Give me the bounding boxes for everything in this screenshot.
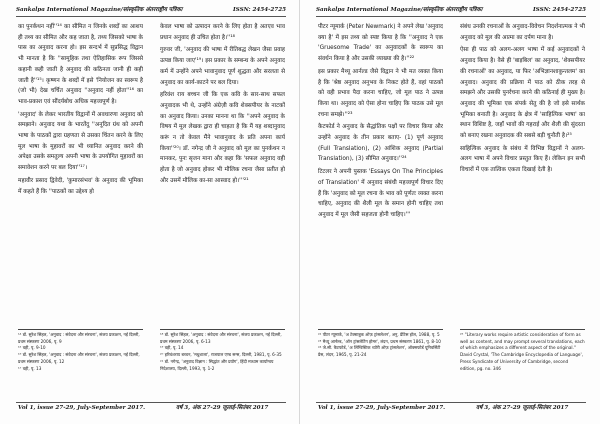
journal-title: Sankalpa International Magazine/सांस्कृतिक अंतरराष्ट्रीय पत्रिका [316,7,483,13]
footer-volume-en: Vol 1, issue 27-29, July-September 2017. [18,405,146,411]
page-footer [16,402,286,415]
text-column-2 [160,22,285,322]
paragraph: इस प्रकार मैथ्यू आर्नल्ड जैसे विद्वान ने भी मत व्यक्त किया है कि 'श्रेष्ठ अनुवाद अनुभव के निकट होते हैं, वहां पाठकों को वही प्रभाव पैदा करना चाहिए, जो मूल पाठ ने उत्पन्न किया था। अनुवाद को ऐसा होना चाहिए कि पाठक उसे मूल रचना समझे।''²³ [318,68,443,118]
footnote: ²⁴ जे.सी. कैटफोर्ड, 'अ लिंग्विस्टिक थ्योरी ऑफ़ ट्रांसलेशन', ऑक्सफोर्ड यूनिवर्सिटी प्रेस, लंदन, 1965, पृ. 21-24 [318,345,441,358]
paragraph: कैटफोर्ड ने अनुवाद के सैद्धांतिक पक्षों पर विचार किया और उन्होंने अनुवाद के तीन प्रकार बताए- (1) पूर्ण अनुवाद (Full Translation), (2) आंशिक अनुवाद (Partial Translation), (3) सीमित अनुवाद।''²⁴ [318,124,443,163]
footnotes-column-1 [18,329,143,398]
footnote: ²² पीटर न्यूमार्क, 'अ टेक्स्टबुक ऑफ़ ट्रांसलेशन', अनु. प्रेंटिस हॉल, 1988, पृ. 5 [318,332,440,337]
paragraph: केवल भाषा को उत्पादन करने के लिए होता है अतएव भाव प्रधान अनुवाद ही उचित होता है।''¹⁸ [160,24,285,41]
footnote: ²⁵ "Literary works require artistic consideration of form as well as content, and may prompt several translations, each of which emphasizes a different aspect of the original." David Crystal, 'The Cambridge Encyclopedia of Language', Press Syndicate of University of Cambridge, second edition, pg. no. 346 [460,332,585,371]
footnote: ²¹ डॉ. नगेन्द्र, 'अनुवाद विज्ञान : सिद्धांत और प्रयोग', हिंदी माध्यम कार्यान्वय निदेशालय, दिल्ली, 1993, पृ. 1-2 [160,358,274,371]
footnotes-column-2 [160,329,285,398]
page-footer [316,402,586,415]
paragraph: संबंध उनकी रचनाओं के अनुवाद-विवेचन निदर्शनात्मक ने भी अनुवाद को मूल की आत्मा का दर्पण माना है। [460,24,585,41]
footnote: ¹⁷ वही, पृ. 13 [18,365,42,371]
footnote: ¹⁹ वही, पृ. 14 [160,345,184,351]
issn-label: ISSN: 2454-2725 [233,7,286,13]
paragraph: टिटलर ने अपनी पुस्तक 'Essays On The Principles of Translation' में अनुवाद संबंधी महत्त्वपूर्ण विचार दिए हैं कि 'अनुवाद को मूल रचना के भाव को पूर्णतः व्यक्त करना चाहिए, अनुवाद की शैली मूल के समान होनी चाहिए तथा अनुवाद में मूल जैसी सहजता होनी चाहिए।''' [318,169,443,218]
footnote: ¹⁴ डॉ. सुरेश सिंहल, 'अनुवाद : संवेदना और संरचना', संजय प्रकाशन, नई दिल्ली, प्रथम संस्करण 2006, पृ. 9 [18,332,140,344]
footnote: ²³ मैथ्यू आर्नल्ड, 'ऑन ट्रांसलेटिंग होमर', लंदन, प्रथम संस्करण 1861, पृ. 8-10 [318,338,441,344]
footnotes-column-1 [318,329,443,398]
footnote: ²⁰ हरिवंशराय बच्चन, 'मधुशाला', राजपाल एण्ड सन्स, दिल्ली, 1981, पृ. 6-35 [160,352,282,358]
text-column-1 [18,22,143,322]
journal-title: Sankalpa International Magazine/सांस्कृतिक अंतरराष्ट्रीय पत्रिका [16,7,183,13]
footer-volume-hi: वर्ष 3, अंक 27-29 जुलाई-सितंबर 2017 [476,405,569,411]
footnote: ¹⁶ डॉ. सुरेश सिंहल, 'अनुवाद : संवेदना और संरचना', संजय प्रकाशन, नई दिल्ली, प्रथम संस्करण 2006, पृ. 12 [18,352,140,364]
page-header [316,5,586,17]
footer-volume-en: Vol 1, issue 27-29, July-September 2017. [318,405,446,411]
paragraph: हरिवंश राय बच्चन जी कि एक कवि के सार-साथ सफल अनुवादक भी थे, उन्होंने अंग्रेज़ी कवि शेक्सपीयर के नाटकों का अनुवाद किया। उनका मानना था कि ''अपने अनुवाद के विषय में मूल लेखक द्वारा ही चाहता है कि मैं यह शब्दानुवाद करूं न तो केवल मैंने भावानुवाद के प्रति अपना कार्य किया''²⁰। डॉ. नगेन्द्र जी ने अनुवाद को मूल का पुनर्कथन न मानकर, पुनः सृजन माना और कहा कि 'सफल अनुवाद वही होता है जो अनुवाद होकर भी मौलिक रचना जैसा प्रतीत हो और उसमें मौलिक का-सा आस्वाद हो।'''²¹ [160,92,285,184]
paragraph: ऐसा ही पाठ को अलग-अलग भाषा में कई अनुवादकों ने अनुवाद किया है। वैसे ही 'बाइबिल' का अनुवाद, 'शेक्सपीयर की रचनाओं' का अनुवाद, या फिर 'अभिज्ञानशाकुन्तलम' का अनुवाद। अनुवाद की प्रक्रिया में पाठ को ठीक तरह से समझने और उसकी पुनर्रचना करने की कठिनाई ही मुख्य है। अनुवाद की भूमिका एक संपर्क सेतु की है जो इसे सार्थक भूमिका बनाती है। अनुवाद के क्षेत्र में 'साहित्यिक भाषा' का स्थान विशिष्ट है, जहाँ भावों की गहराई और शैली की सुंदरता को बनाए रखना अनुवादक की सबसे बड़ी चुनौती है।²⁵ [460,47,585,140]
paragraph: पीटर न्यूमार्क (Peter Newmark) ने अपने लेख 'अनुवाद क्या है' में इस तथ्य को स्पष्ट किया है कि ''अनुवाद ने एक 'Gruesome Trade' का अनुवादकों के स्वरूप का संवर्धन किया है और उसकी व्याख्या की है।''²² [318,24,443,63]
text-column-1 [318,22,443,322]
paragraph: साहित्यिक अनुवाद के संबंध में विभिन्न विद्वानों ने अलग-अलग भाषा में अपने विचार प्रस्तुत किए हैं। लेकिन इन सभी विचारों में एक तात्विक एकता दिखाई देती है। [460,145,585,174]
text-column-2 [460,22,585,322]
footer-volume-hi: वर्ष 3, अंक 27-29 जुलाई-सितंबर 2017 [176,405,269,411]
page-header [16,5,286,17]
footnotes-column-2 [460,329,585,398]
footnote: ¹⁵ वही, पृ. 9-10 [18,345,46,351]
paragraph: का पुनर्कथन नहीं''¹⁴ का सीमित न जिनके शब्दों का आशय ही तथ्य का सीमित और कह जाता है, तथ्य जिसको भाषा के पास का अनुवाद करना हो। इस सन्दर्भ में सुप्रसिद्ध विद्वान भी मानता है कि ''सामूहिक तथा ऐतिहासिक रूप जिससे कहानी कही जाती है अनुवाद की कठिनता जानी ही कही जाती है''¹⁵। कृष्णन के शब्दों में इसे 'नियोजन का स्वरूप है (जो भी) देख चर्चित अनुवाद ''अनुवाद नहीं होता''¹⁶ का भाव-प्रकाश एवं सौंदर्यबोध अधिक महत्त्वपूर्ण है। [18,24,143,105]
paragraph: महावीर प्रसाद द्विवेदी, 'कुमारसंभव' के अनुवाद की भूमिका में कहते हैं कि ''पाठकों का उद्देश्य हो [18,177,143,195]
right-page [300,0,600,424]
footnote: ¹⁸ डॉ. सुरेश सिंहल, 'अनुवाद : संवेदना और संरचना', संजय प्रकाशन, नई दिल्ली, प्रथम संस्करण 2006, पृ. 6-13 [160,332,282,344]
paragraph: 'अनुवाद' के लेकर भारतीय विद्वानों में अवधारणा अनुवाद को समझाने। अनुवाद यथा के भारतेंदु ''अनूदित ग्रंथ को अपनी भाषा के पाठकों द्वारा ग्रहणता से उसका चिंतन करने के लिए मूल भाषा के मुहावरों का भी ध्यानित अनुवाद करने की अपेक्षा उसके समतुल्य अपनी भाषा के उपयोगित मुहावरों का समावेशन करने पर बल दिया''¹⁷। [18,111,143,172]
paragraph: गुरुवर जी, 'अनुवाद की भाषा में रीतिबद्ध लेखन जैसा प्रवाह उत्पन्न किया जाए'¹⁹। इस प्रकार के सम्बन्ध के अपने अनुवाद कर्म में उन्होंने अपने भावानुवाद पूर्ण शुद्धता और सरलता से अनुवाद का कार्य-काटने पर बल दिया। [160,47,285,86]
issn-label: ISSN: 2454-2725 [533,7,586,13]
